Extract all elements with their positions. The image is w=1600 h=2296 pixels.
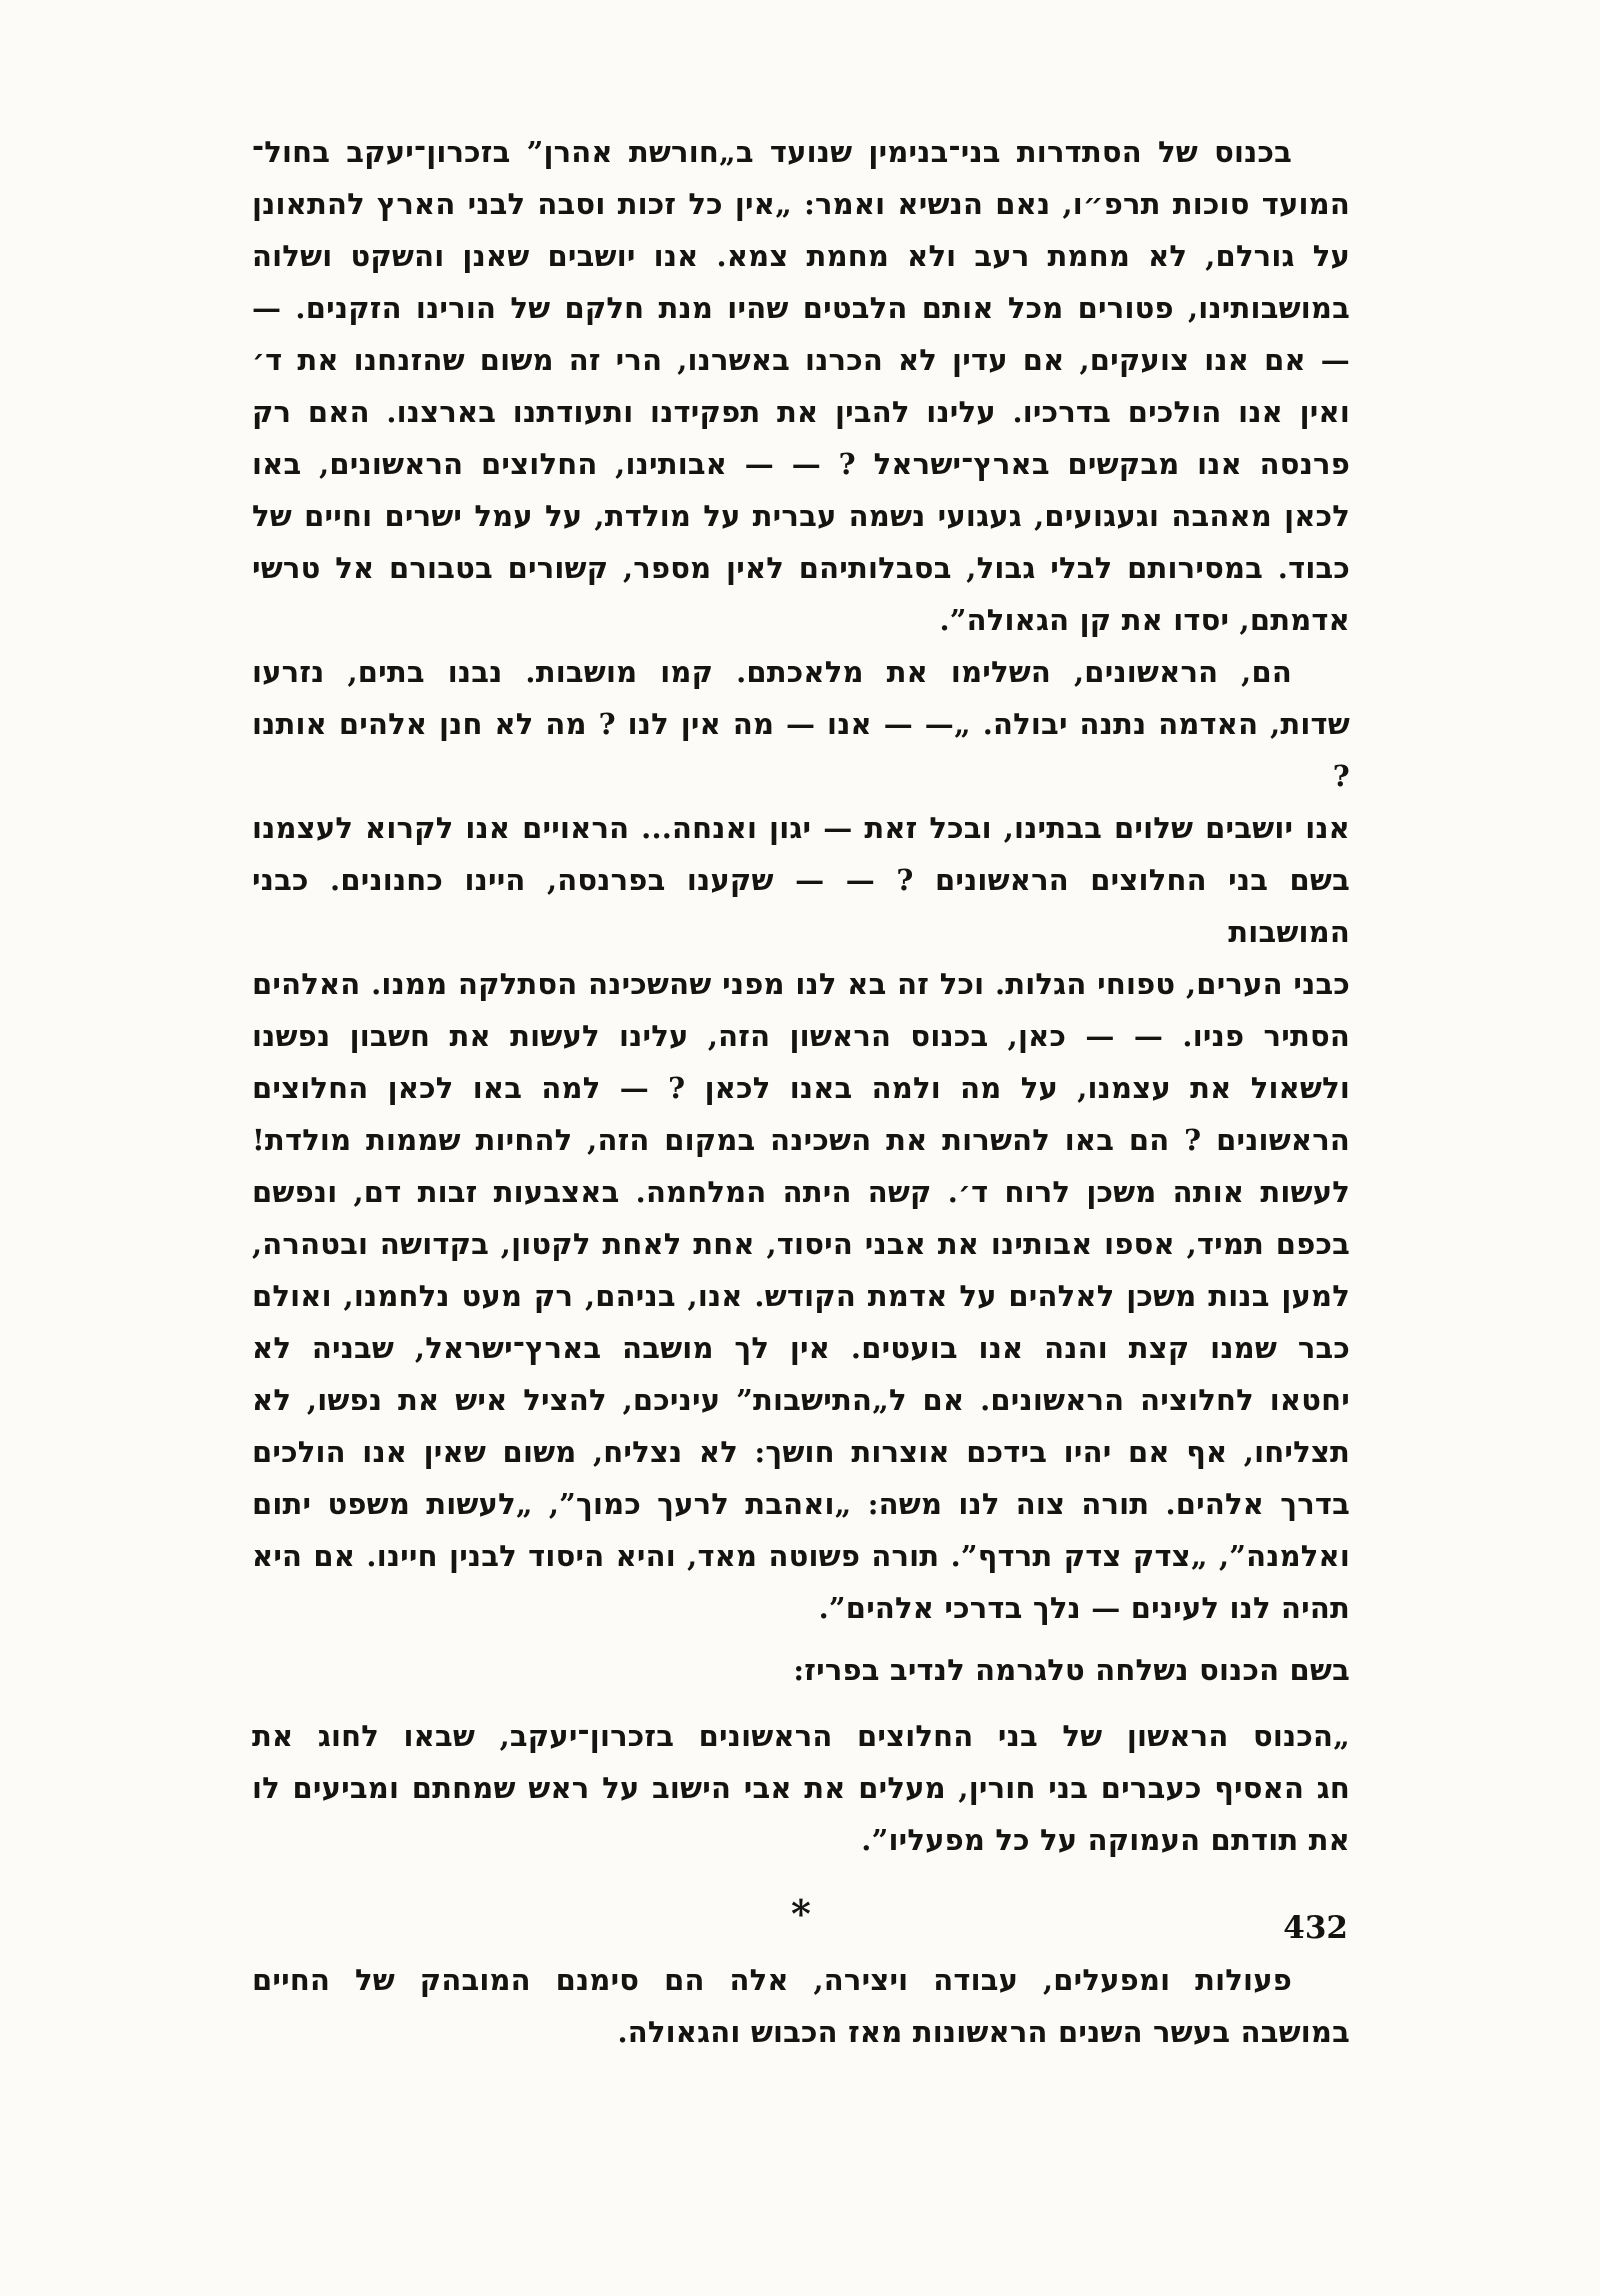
text-line: פעולות ומפעלים, עבודה ויצירה, אלה הם סימנם המובהק של החיים xyxy=(252,1963,1292,1997)
text-line: כבר שמנו קצת והנה אנו בועטים. אין לך מושבה בארץ־ישראל, שבניה לא xyxy=(252,1331,1350,1365)
text-line: לעשות אותה משכן לרוח ד׳. קשה היתה המלחמה. באצבעות זבות דם, ונפשם xyxy=(252,1175,1350,1209)
text-line: ולשאול את עצמנו, על מה ולמה באנו לכאן ? — למה באו לכאן החלוצים xyxy=(252,1071,1350,1105)
paragraph-telegram-intro xyxy=(252,1644,1350,1696)
text-line: פרנסה אנו מבקשים בארץ־ישראל ? — — אבותינו, החלוצים הראשונים, באו xyxy=(252,447,1350,481)
text-line: שדות, האדמה נתנה יבולה. „— — אנו — מה אין לנו ? מה לא חנן אלהים אותנו ? xyxy=(252,707,1350,793)
paragraph-closing xyxy=(252,1954,1350,2058)
text-line: את תודתם העמוקה על כל מפעליו”. xyxy=(861,1823,1350,1857)
text-line: אנו יושבים שלוים בבתינו, ובכל זאת — יגון ואנחה... הראויים אנו לקרוא לעצמנו xyxy=(252,811,1350,845)
text-line: כבוד. במסירותם לבלי גבול, בסבלותיהם לאין מספר, קשורים בטבורם אל טרשי xyxy=(252,551,1350,585)
text-line: במושבותינו, פטורים מכל אותם הלבטים שהיו מנת חלקם של הורינו הזקנים. — xyxy=(252,291,1350,325)
section-separator-asterisk: * xyxy=(790,1891,812,1936)
text-line: ואין אנו הולכים בדרכיו. עלינו להבין את תפקידנו ותעודתנו בארצנו. האם רק xyxy=(252,395,1350,429)
text-line: יחטאו לחלוציה הראשונים. אם ל„התישבות” עיניכם, להציל איש את נפשו, לא xyxy=(252,1383,1350,1417)
text-block xyxy=(252,126,1350,2058)
text-line: בשם הכנוס נשלחה טלגרמה לנדיב בפריז: xyxy=(793,1653,1350,1687)
text-line: — אם אנו צועקים, אם עדין לא הכרנו באשרנו, הרי זה משום שהזנחנו את ד׳ xyxy=(252,343,1350,377)
text-line: בשם בני החלוצים הראשונים ? — — שקענו בפרנסה, היינו כחנונים. כבני המושבות xyxy=(252,863,1350,949)
text-line: הם, הראשונים, השלימו את מלאכתם. קמו מושבות. נבנו בתים, נזרעו xyxy=(252,655,1292,689)
paragraph-speech-body xyxy=(252,646,1350,1634)
text-line: „הכנוס הראשון של בני החלוצים הראשונים בזכרון־יעקב, שבאו לחוג את xyxy=(252,1719,1350,1753)
text-line: על גורלם, לא מחמת רעב ולא מחמת צמא. אנו יושבים שאנן והשקט ושלוה xyxy=(252,239,1350,273)
text-line: המועד סוכות תרפ״ו, נאם הנשיא ואמר: „אין כל זכות וסבה לבני הארץ להתאונן xyxy=(252,187,1350,221)
text-line: לכאן מאהבה וגעגועים, געגועי נשמה עברית על מולדת, על עמל ישרים וחיים של xyxy=(252,499,1350,533)
text-line: תהיה לנו לעינים — נלך בדרכי אלהים”. xyxy=(818,1591,1350,1625)
text-line: חג האסיף כעברים בני חורין, מעלים את אבי הישוב על ראש שמחתם ומביעים לו xyxy=(252,1771,1350,1805)
text-line: אדמתם, יסדו את קן הגאולה”. xyxy=(939,603,1350,637)
text-line: הסתיר פניו. — — כאן, בכנוס הראשון הזה, עלינו לעשות את חשבון נפשנו xyxy=(252,1019,1350,1053)
page-number: 432 xyxy=(1283,1910,1348,1946)
text-line: בדרך אלהים. תורה צוה לנו משה: „ואהבת לרעך כמוך”, „לעשות משפט יתום xyxy=(252,1487,1350,1521)
paragraph-telegram-quote xyxy=(252,1710,1350,1866)
text-line: למען בנות משכן לאלהים על אדמת הקודש. אנו, בניהם, רק מעט נלחמנו, ואולם xyxy=(252,1279,1350,1313)
text-line: הראשונים ? הם באו להשרות את השכינה במקום הזה, להחיות שממות מולדת! xyxy=(252,1123,1350,1157)
text-line: בכנוס של הסתדרות בני־בנימין שנועד ב„חורשת אהרן” בזכרון־יעקב בחול־ xyxy=(252,135,1292,169)
text-line: ואלמנה”, „צדק צדק תרדף”. תורה פשוטה מאד, והיא היסוד לבנין חיינו. אם היא xyxy=(252,1539,1350,1573)
paragraph-speech-intro xyxy=(252,126,1350,646)
text-line: כבני הערים, טפוחי הגלות. וכל זה בא לנו מפני שהשכינה הסתלקה ממנו. האלהים xyxy=(252,967,1350,1001)
text-line: במושבה בעשר השנים הראשונות מאז הכבוש והגאולה. xyxy=(617,2015,1350,2049)
text-line: בכפם תמיד, אספו אבותינו את אבני היסוד, אחת לאחת לקטון, בקדושה ובטהרה, xyxy=(252,1227,1350,1261)
text-line: תצליחו, אף אם יהיו בידכם אוצרות חושך: לא נצליח, משום שאין אנו הולכים xyxy=(252,1435,1350,1469)
